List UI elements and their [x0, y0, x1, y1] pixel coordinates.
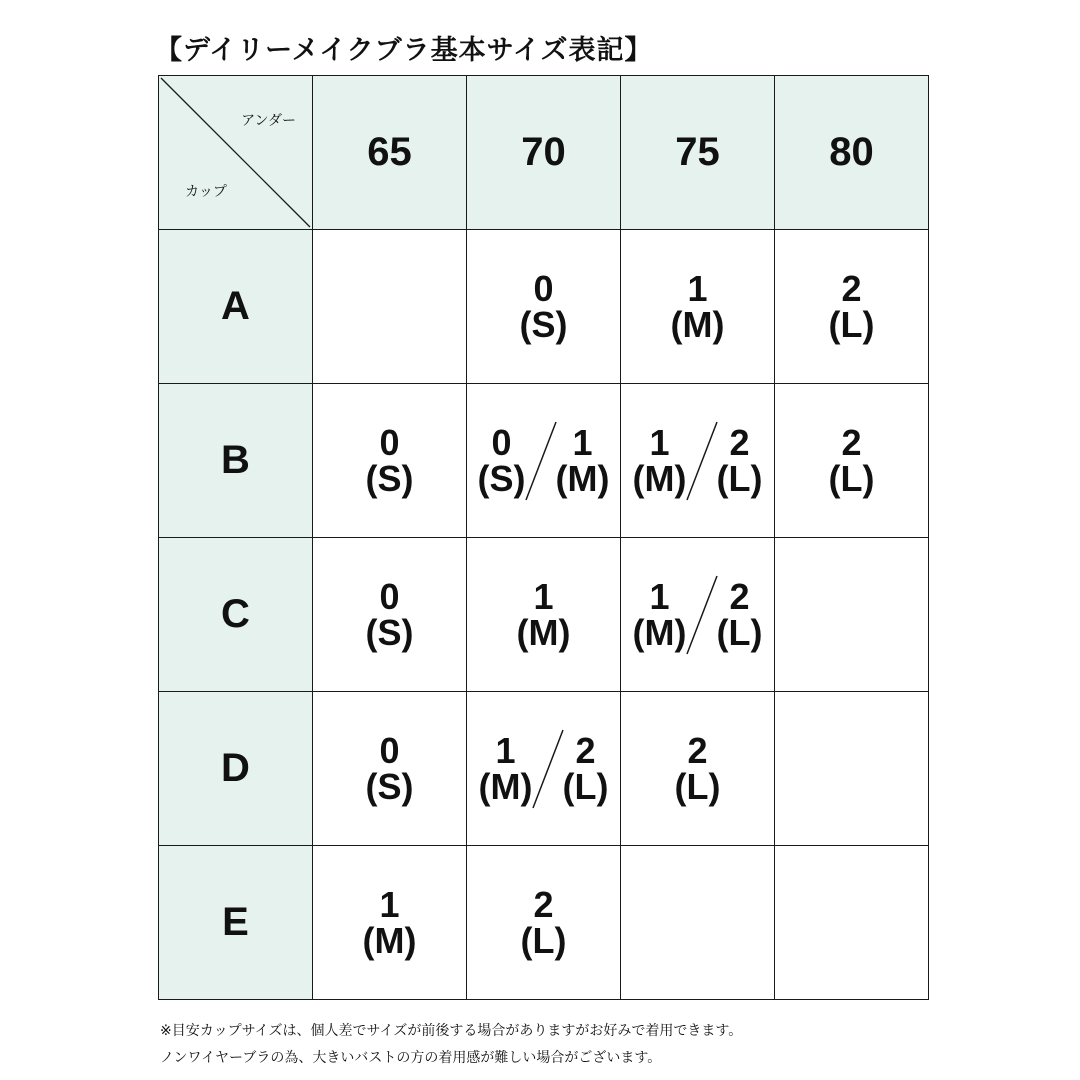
corner-header-cell — [159, 76, 313, 230]
cup-row-d — [159, 692, 929, 846]
row-header-cup: C — [159, 538, 313, 692]
column-header-65: 65 — [313, 76, 467, 230]
size-entry — [632, 421, 687, 499]
row-header-cup: B — [159, 384, 313, 538]
size-letter: (S) — [477, 457, 526, 499]
size-cell — [621, 846, 775, 1000]
size-entry — [716, 575, 763, 653]
size-number: 2 — [729, 421, 750, 463]
size-letter: (M) — [555, 457, 610, 499]
size-cell — [621, 692, 775, 846]
size-chart-table — [158, 75, 929, 1000]
size-letter: (S) — [365, 611, 414, 653]
size-letter: (M) — [670, 303, 725, 345]
size-cell — [621, 230, 775, 384]
size-cell — [313, 538, 467, 692]
header-row — [159, 76, 929, 230]
size-entry — [365, 575, 414, 653]
size-number: 0 — [379, 729, 400, 771]
size-cell — [775, 230, 929, 384]
column-header-75: 75 — [621, 76, 775, 230]
size-letter: (S) — [519, 303, 568, 345]
size-entry — [828, 421, 875, 499]
size-cell — [467, 384, 621, 538]
size-number: 1 — [649, 421, 670, 463]
size-cell — [313, 846, 467, 1000]
size-entry — [670, 267, 725, 345]
note-size-guide: ※目安カップサイズは、個人差でサイズが前後する場合がありますがお好みで着用できます。 — [160, 1023, 743, 1039]
size-entry — [828, 267, 875, 345]
size-letter: (M) — [632, 457, 687, 499]
size-letter: (S) — [365, 765, 414, 807]
size-letter: (S) — [365, 457, 414, 499]
size-cell — [313, 230, 467, 384]
size-letter: (L) — [520, 919, 567, 961]
size-range — [633, 572, 763, 658]
size-number: 0 — [379, 575, 400, 617]
size-cell — [621, 538, 775, 692]
size-number: 0 — [491, 421, 512, 463]
corner-diagonal-line — [159, 76, 312, 229]
column-header-80: 80 — [775, 76, 929, 230]
size-cell — [467, 230, 621, 384]
size-letter: (L) — [828, 303, 875, 345]
size-letter: (L) — [716, 611, 763, 653]
size-entry — [478, 729, 533, 807]
size-cell — [775, 692, 929, 846]
under-band-label: アンダー — [241, 113, 296, 129]
size-entry — [562, 729, 609, 807]
size-entry — [362, 883, 417, 961]
size-letter: (L) — [716, 457, 763, 499]
size-letter: (M) — [478, 765, 533, 807]
size-range — [633, 418, 763, 504]
slash-separator — [684, 418, 720, 504]
size-number: 0 — [379, 421, 400, 463]
column-header-70: 70 — [467, 76, 621, 230]
slash-separator — [523, 418, 559, 504]
size-cell — [467, 846, 621, 1000]
size-entry — [716, 421, 763, 499]
size-number: 1 — [495, 729, 516, 771]
size-cell — [621, 384, 775, 538]
size-number: 1 — [533, 575, 554, 617]
size-entry — [520, 883, 567, 961]
size-cell — [775, 384, 929, 538]
size-number: 2 — [841, 421, 862, 463]
size-cell — [775, 538, 929, 692]
size-number: 1 — [687, 267, 708, 309]
size-cell — [467, 692, 621, 846]
note-nonwire: ノンワイヤーブラの為、大きいバストの方の着用感が難しい場合がございます。 — [160, 1050, 662, 1066]
slash-separator — [530, 726, 566, 812]
size-number: 0 — [533, 267, 554, 309]
row-header-cup: E — [159, 846, 313, 1000]
size-range — [478, 418, 610, 504]
size-entry — [365, 729, 414, 807]
size-number: 1 — [379, 883, 400, 925]
size-letter: (L) — [562, 765, 609, 807]
size-letter: (M) — [362, 919, 417, 961]
size-letter: (M) — [516, 611, 571, 653]
cup-label: カップ — [185, 184, 227, 200]
size-letter: (L) — [674, 765, 721, 807]
size-entry — [674, 729, 721, 807]
size-cell — [313, 384, 467, 538]
size-range — [479, 726, 609, 812]
size-entry — [477, 421, 526, 499]
size-entry — [555, 421, 610, 499]
size-letter: (L) — [828, 457, 875, 499]
page-title: 【デイリーメイクブラ基本サイズ表記】 — [155, 35, 653, 66]
size-number: 2 — [841, 267, 862, 309]
cup-row-c — [159, 538, 929, 692]
slash-separator — [684, 572, 720, 658]
cup-row-a — [159, 230, 929, 384]
size-number: 2 — [575, 729, 596, 771]
cup-row-b — [159, 384, 929, 538]
size-number: 2 — [533, 883, 554, 925]
size-letter: (M) — [632, 611, 687, 653]
row-header-cup: A — [159, 230, 313, 384]
size-number: 1 — [649, 575, 670, 617]
size-cell — [313, 692, 467, 846]
size-entry — [365, 421, 414, 499]
row-header-cup: D — [159, 692, 313, 846]
size-entry — [516, 575, 571, 653]
size-cell — [775, 846, 929, 1000]
size-number: 2 — [687, 729, 708, 771]
size-entry — [632, 575, 687, 653]
size-entry — [519, 267, 568, 345]
size-number: 1 — [572, 421, 593, 463]
size-cell — [467, 538, 621, 692]
cup-row-e — [159, 846, 929, 1000]
size-number: 2 — [729, 575, 750, 617]
